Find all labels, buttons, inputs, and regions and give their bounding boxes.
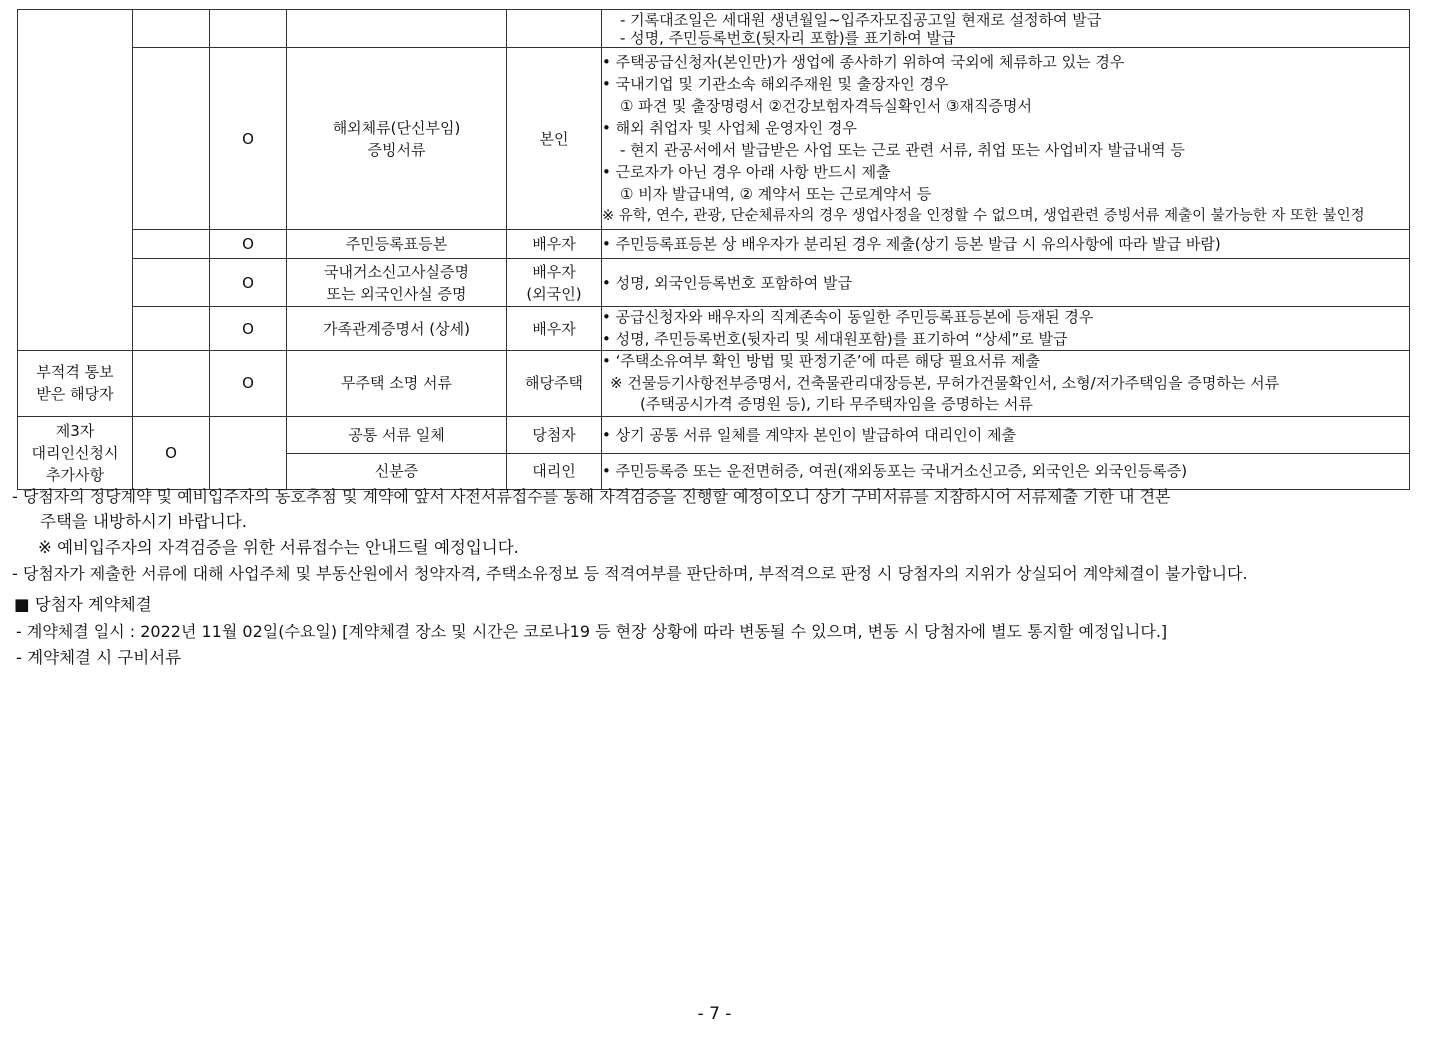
description-cell: [602, 416, 1410, 453]
page-number: - 7 -: [697, 1004, 732, 1024]
note-line: - 당첨자의 정당계약 및 예비입주자의 동호추첨 및 계약에 앞서 사전서류접수를 통해 자격검증을 진행할 예정이오니 상기 구비서류를 지참하시어 서류제출 기한 내 견본: [12, 487, 1171, 506]
required-mark: O: [210, 48, 287, 230]
description-line: • 해외 취업자 및 사업체 운영자인 경우: [602, 118, 857, 137]
table-row: [18, 48, 1410, 230]
description-cell: [602, 259, 1410, 307]
document-name: 공통 서류 일체: [287, 416, 507, 453]
required-mark: O: [210, 351, 287, 417]
document-name: 가족관계증명서 (상세): [287, 307, 507, 351]
description-cell: [602, 307, 1410, 351]
section-title: ■ 당첨자 계약체결: [14, 595, 152, 614]
description-cell: [602, 351, 1410, 417]
table-row: [18, 10, 1410, 48]
description-line: - 현지 관공서에서 발급받은 사업 또는 근로 관련 서류, 취업 또는 사업비자 발급내역 등: [620, 140, 1185, 159]
description-line: • 성명, 주민등록번호(뒷자리 및 세대원포함)를 표기하여 “상세”로 발급: [602, 329, 1068, 348]
issuer: 대리인: [507, 453, 602, 489]
description-cell: [602, 48, 1410, 230]
table-row: [18, 307, 1410, 351]
table-row: [18, 416, 1410, 453]
category-cell: 부적격 통보 받은 해당자: [18, 351, 133, 417]
issuer: 배우자: [507, 307, 602, 351]
note-line: - 당첨자가 제출한 서류에 대해 사업주체 및 부동산원에서 청약자격, 주택소유정보 등 적격여부를 판단하며, 부적격으로 판정 시 당첨자의 지위가 상실되어 계약체결이 불가합니다.: [12, 564, 1248, 583]
description-line: • ‘주택소유여부 확인 방법 및 판정기준’에 따른 해당 필요서류 제출: [602, 352, 1041, 370]
description-line: ① 비자 발급내역, ② 계약서 또는 근로계약서 등: [620, 184, 932, 203]
note-line: - 계약체결 일시 : 2022년 11월 02일(수요일) [계약체결 장소 및 시간은 코로나19 등 현장 상황에 따라 변동될 수 있으며, 변동 시 당첨자에 별도 통지할 예정입니다.]: [16, 622, 1168, 641]
description-cell: [602, 230, 1410, 259]
description-line: ※ 유학, 연수, 관광, 단순체류자의 경우 생업사정을 인정할 수 없으며, 생업관련 증빙서류 제출이 불가능한 자 또한 불인정: [602, 207, 1365, 224]
required-documents-table: [17, 9, 1410, 490]
description-line: • 국내기업 및 기관소속 해외주재원 및 출장자인 경우: [602, 74, 949, 93]
note-line: - 계약체결 시 구비서류: [16, 648, 182, 667]
issuer: 배우자: [507, 230, 602, 259]
category-cell: 제3자 대리인신청시 추가사항: [18, 416, 133, 489]
description-line: • 공급신청자와 배우자의 직계존속이 동일한 주민등록표등본에 등재된 경우: [602, 308, 1094, 326]
description-line: - 성명, 주민등록번호(뒷자리 포함)를 표기하여 발급: [620, 28, 956, 47]
table-row: [18, 351, 1410, 417]
document-name: 해외체류(단신부임) 증빙서류: [287, 48, 507, 230]
note-line: ※ 예비입주자의 자격검증을 위한 서류접수는 안내드릴 예정입니다.: [38, 538, 519, 557]
note-line: 주택을 내방하시기 바랍니다.: [40, 512, 248, 531]
category-cell-empty: [18, 10, 133, 351]
document-name: 무주택 소명 서류: [287, 351, 507, 417]
description-line: • 성명, 외국인등록번호 포함하여 발급: [602, 273, 853, 292]
description-line: • 주민등록증 또는 운전면허증, 여권(재외동포는 국내거소신고증, 외국인은 외국인등록증): [602, 462, 1188, 480]
document-name: 주민등록표등본: [287, 230, 507, 259]
document-name: 신분증: [287, 453, 507, 489]
description-line: • 상기 공통 서류 일체를 계약자 본인이 발급하여 대리인이 제출: [602, 425, 1017, 444]
description-line: • 주민등록표등본 상 배우자가 분리된 경우 제출(상기 등본 발급 시 유의사항에 따라 발급 바람): [602, 235, 1221, 253]
description-cell: [602, 453, 1410, 489]
document-name: 국내거소신고사실증명 또는 외국인사실 증명: [287, 259, 507, 307]
required-mark: O: [210, 259, 287, 307]
required-mark: O: [210, 307, 287, 351]
description-line: (주택공시가격 증명원 등), 기타 무주택자임을 증명하는 서류: [640, 395, 1033, 413]
required-mark: O: [133, 416, 210, 489]
issuer: 해당주택: [507, 351, 602, 417]
description-line: - 기록대조일은 세대원 생년월일~입주자모집공고일 현재로 설정하여 발급: [620, 10, 1102, 29]
description-cell: [602, 10, 1410, 48]
description-line: • 근로자가 아닌 경우 아래 사항 반드시 제출: [602, 162, 891, 181]
description-line: • 주택공급신청자(본인만)가 생업에 종사하기 위하여 국외에 체류하고 있는 경우: [602, 52, 1125, 71]
issuer: 배우자 (외국인): [507, 259, 602, 307]
issuer: 본인: [507, 48, 602, 230]
description-line: ※ 건물등기사항전부증명서, 건축물관리대장등본, 무허가건물확인서, 소형/저가주택임을 증명하는 서류: [610, 373, 1280, 392]
issuer: 당첨자: [507, 416, 602, 453]
required-mark: O: [210, 230, 287, 259]
table-row: [18, 230, 1410, 259]
description-line: ① 파견 및 출장명령서 ②건강보험자격득실확인서 ③재직증명서: [620, 96, 1032, 115]
table-row: [18, 259, 1410, 307]
